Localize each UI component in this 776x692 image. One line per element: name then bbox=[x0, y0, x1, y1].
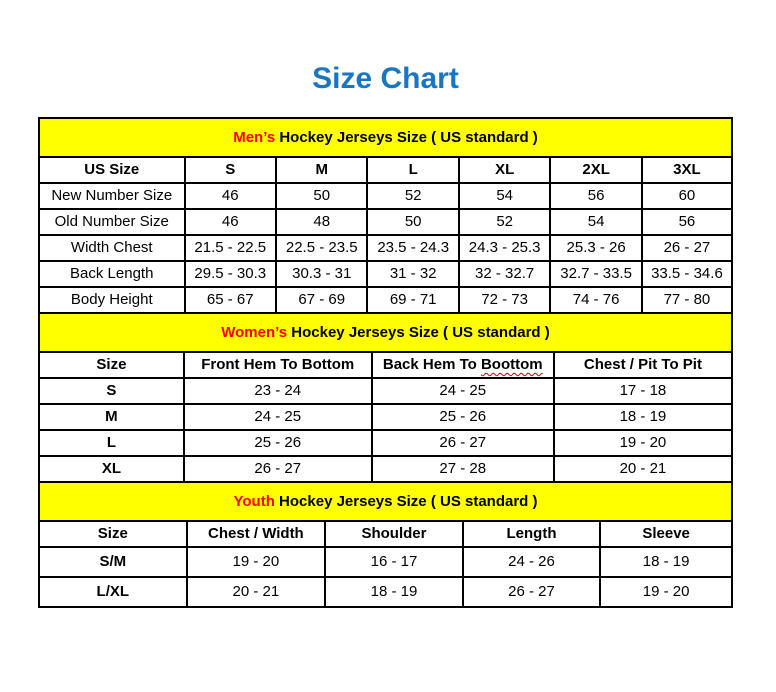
size-value-cell: 19 - 20 bbox=[187, 547, 326, 577]
youth-section-heading bbox=[39, 482, 732, 521]
size-value-cell: 27 - 28 bbox=[372, 456, 554, 482]
table-row bbox=[39, 430, 732, 456]
size-value-cell: 32 - 32.7 bbox=[459, 261, 550, 287]
column-header: 2XL bbox=[550, 157, 641, 183]
size-value-cell: 77 - 80 bbox=[642, 287, 732, 313]
row-label: S bbox=[39, 378, 184, 404]
row-label: L bbox=[39, 430, 184, 456]
size-value-cell: 50 bbox=[276, 183, 367, 209]
youth-heading-accent: Youth bbox=[233, 492, 275, 510]
column-header: Back Hem To Boottom bbox=[372, 352, 554, 378]
womens-heading-accent: Women’s bbox=[221, 323, 288, 341]
size-value-cell: 46 bbox=[185, 183, 276, 209]
column-header: Chest / Width bbox=[187, 521, 326, 547]
size-value-cell: 74 - 76 bbox=[550, 287, 641, 313]
column-header: Size bbox=[39, 352, 184, 378]
column-header: M bbox=[276, 157, 367, 183]
size-value-cell: 25.3 - 26 bbox=[550, 235, 641, 261]
womens-band-row bbox=[39, 313, 732, 352]
size-value-cell: 48 bbox=[276, 209, 367, 235]
column-header: L bbox=[367, 157, 458, 183]
size-value-cell: 32.7 - 33.5 bbox=[550, 261, 641, 287]
size-value-cell: 60 bbox=[642, 183, 732, 209]
row-label: L/XL bbox=[39, 577, 187, 607]
row-label: New Number Size bbox=[39, 183, 185, 209]
column-header: US Size bbox=[39, 157, 185, 183]
size-value-cell: 29.5 - 30.3 bbox=[185, 261, 276, 287]
column-header: Size bbox=[39, 521, 187, 547]
row-label: Width Chest bbox=[39, 235, 185, 261]
column-header: 3XL bbox=[642, 157, 732, 183]
table-row bbox=[39, 287, 732, 313]
size-value-cell: 24 - 25 bbox=[372, 378, 554, 404]
mens-section-heading bbox=[39, 118, 732, 157]
table-row bbox=[39, 456, 732, 482]
size-value-cell: 56 bbox=[642, 209, 732, 235]
row-label: M bbox=[39, 404, 184, 430]
row-label: S/M bbox=[39, 547, 187, 577]
size-value-cell: 52 bbox=[367, 183, 458, 209]
youth-band-row bbox=[39, 482, 732, 521]
womens-size-table bbox=[38, 312, 733, 483]
size-value-cell: 67 - 69 bbox=[276, 287, 367, 313]
size-value-cell: 26 - 27 bbox=[642, 235, 732, 261]
mens-band-row bbox=[39, 118, 732, 157]
size-value-cell: 19 - 20 bbox=[600, 577, 732, 607]
mens-size-table bbox=[38, 117, 733, 314]
size-value-cell: 22.5 - 23.5 bbox=[276, 235, 367, 261]
size-value-cell: 46 bbox=[185, 209, 276, 235]
size-value-cell: 26 - 27 bbox=[463, 577, 601, 607]
size-value-cell: 72 - 73 bbox=[459, 287, 550, 313]
size-value-cell: 19 - 20 bbox=[554, 430, 732, 456]
page-title: Size Chart bbox=[312, 62, 459, 95]
mens-heading-accent: Men’s bbox=[233, 128, 276, 146]
size-value-cell: 17 - 18 bbox=[554, 378, 732, 404]
mens-header-row bbox=[39, 157, 732, 183]
table-row bbox=[39, 378, 732, 404]
womens-heading-text: Hockey Jerseys Size ( US standard ) bbox=[291, 323, 550, 341]
size-value-cell: 33.5 - 34.6 bbox=[642, 261, 732, 287]
size-value-cell: 23 - 24 bbox=[184, 378, 372, 404]
size-value-cell: 50 bbox=[367, 209, 458, 235]
size-value-cell: 25 - 26 bbox=[184, 430, 372, 456]
size-value-cell: 20 - 21 bbox=[554, 456, 732, 482]
youth-size-table bbox=[38, 481, 733, 608]
size-value-cell: 24.3 - 25.3 bbox=[459, 235, 550, 261]
table-row bbox=[39, 404, 732, 430]
table-row bbox=[39, 183, 732, 209]
size-value-cell: 18 - 19 bbox=[554, 404, 732, 430]
size-value-cell: 23.5 - 24.3 bbox=[367, 235, 458, 261]
table-row bbox=[39, 577, 732, 607]
size-value-cell: 54 bbox=[459, 183, 550, 209]
table-row bbox=[39, 235, 732, 261]
size-value-cell: 52 bbox=[459, 209, 550, 235]
column-header: Sleeve bbox=[600, 521, 732, 547]
column-header: Shoulder bbox=[325, 521, 463, 547]
size-value-cell: 31 - 32 bbox=[367, 261, 458, 287]
size-value-cell: 18 - 19 bbox=[325, 577, 463, 607]
column-header: Length bbox=[463, 521, 601, 547]
size-value-cell: 69 - 71 bbox=[367, 287, 458, 313]
size-value-cell: 18 - 19 bbox=[600, 547, 732, 577]
table-row bbox=[39, 209, 732, 235]
womens-header-row bbox=[39, 352, 732, 378]
size-value-cell: 65 - 67 bbox=[185, 287, 276, 313]
row-label: Body Height bbox=[39, 287, 185, 313]
size-value-cell: 16 - 17 bbox=[325, 547, 463, 577]
row-label: XL bbox=[39, 456, 184, 482]
size-value-cell: 26 - 27 bbox=[184, 456, 372, 482]
size-value-cell: 25 - 26 bbox=[372, 404, 554, 430]
womens-section-heading bbox=[39, 313, 732, 352]
youth-header-row bbox=[39, 521, 732, 547]
size-value-cell: 30.3 - 31 bbox=[276, 261, 367, 287]
table-row bbox=[39, 261, 732, 287]
size-value-cell: 54 bbox=[550, 209, 641, 235]
size-value-cell: 20 - 21 bbox=[187, 577, 326, 607]
size-value-cell: 24 - 26 bbox=[463, 547, 601, 577]
column-header: Chest / Pit To Pit bbox=[554, 352, 732, 378]
mens-heading-text: Hockey Jerseys Size ( US standard ) bbox=[279, 128, 538, 146]
row-label: Old Number Size bbox=[39, 209, 185, 235]
size-value-cell: 24 - 25 bbox=[184, 404, 372, 430]
size-value-cell: 56 bbox=[550, 183, 641, 209]
size-value-cell: 21.5 - 22.5 bbox=[185, 235, 276, 261]
row-label: Back Length bbox=[39, 261, 185, 287]
table-row bbox=[39, 547, 732, 577]
column-header: S bbox=[185, 157, 276, 183]
size-chart-tables bbox=[38, 117, 733, 608]
column-header: XL bbox=[459, 157, 550, 183]
column-header: Front Hem To Bottom bbox=[184, 352, 372, 378]
size-value-cell: 26 - 27 bbox=[372, 430, 554, 456]
misspelled-word: Boottom bbox=[480, 356, 543, 373]
youth-heading-text: Hockey Jerseys Size ( US standard ) bbox=[279, 492, 538, 510]
